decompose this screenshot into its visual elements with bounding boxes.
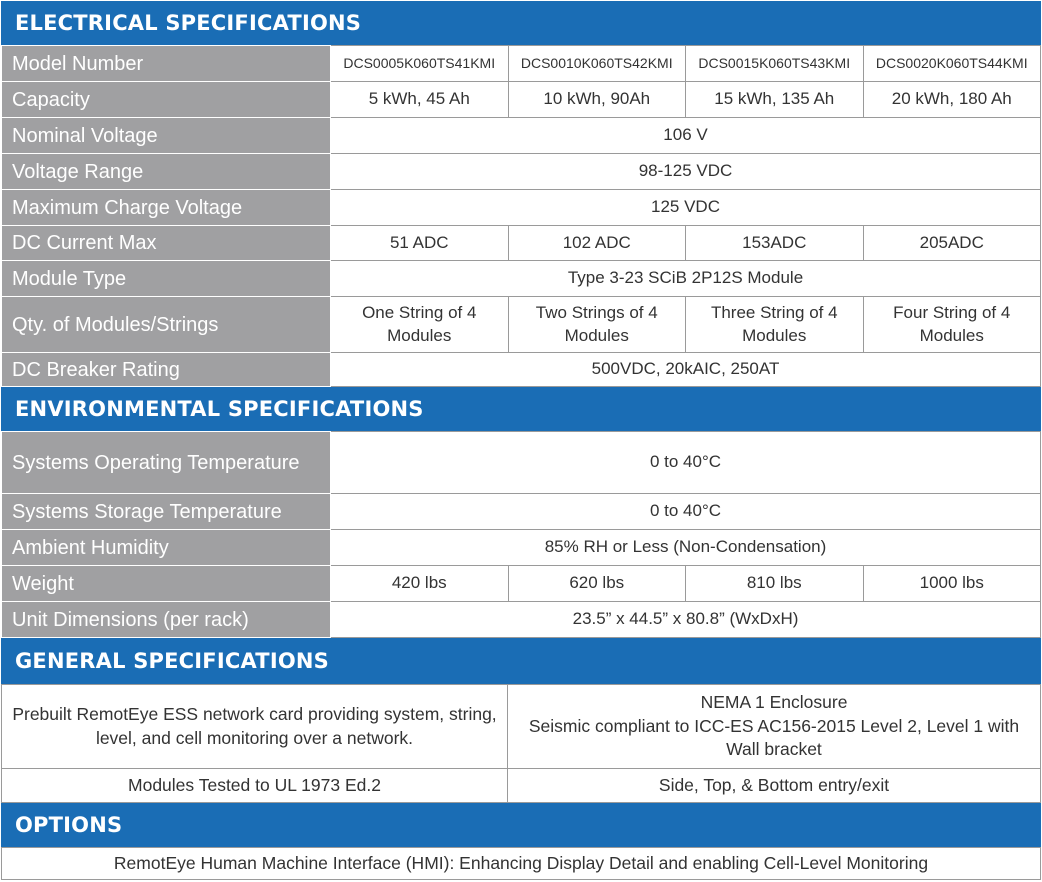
table-row	[2, 226, 1041, 261]
weight-cell: 420 lbs	[331, 566, 509, 602]
row-label-qty-modules: Qty. of Modules/Strings	[2, 297, 331, 353]
row-label-capacity: Capacity	[2, 82, 331, 118]
table-row	[2, 261, 1041, 297]
table-row	[2, 353, 1041, 387]
qty-modules-cell: One String of 4 Modules	[331, 297, 509, 353]
environmental-table	[1, 431, 1041, 638]
options-title: OPTIONS	[15, 813, 123, 837]
ul-test-text: Modules Tested to UL 1973 Ed.2	[2, 769, 508, 803]
table-row	[2, 494, 1041, 530]
dc-current-cell: 153ADC	[686, 226, 864, 261]
model-number-cell: DCS0020K060TS44KMI	[863, 46, 1041, 82]
options-table	[1, 847, 1041, 880]
operating-temp-value: 0 to 40°C	[331, 432, 1041, 494]
environmental-section-header	[1, 387, 1041, 431]
table-row	[2, 685, 1041, 769]
model-number-cell: DCS0005K060TS41KMI	[331, 46, 509, 82]
storage-temp-value: 0 to 40°C	[331, 494, 1041, 530]
options-section-header	[1, 803, 1041, 847]
table-row	[2, 190, 1041, 226]
row-label-storage-temp: Systems Storage Temperature	[2, 494, 331, 530]
nominal-voltage-value: 106 V	[331, 118, 1041, 154]
entry-text: Side, Top, & Bottom entry/exit	[508, 769, 1041, 803]
enclosure-line: NEMA 1 Enclosure	[700, 692, 848, 713]
dc-current-cell: 51 ADC	[331, 226, 509, 261]
model-number-cell: DCS0010K060TS42KMI	[508, 46, 686, 82]
row-label-model-number: Model Number	[2, 46, 331, 82]
qty-modules-cell: Two Strings of 4 Modules	[508, 297, 686, 353]
row-label-dc-current-max: DC Current Max	[2, 226, 331, 261]
weight-cell: 1000 lbs	[863, 566, 1041, 602]
seismic-line: Seismic compliant to ICC-ES AC156-2015 Level 2, Level 1 with Wall bracket	[528, 715, 1020, 760]
general-section-header	[1, 638, 1041, 684]
row-label-max-charge-voltage: Maximum Charge Voltage	[2, 190, 331, 226]
voltage-range-value: 98-125 VDC	[331, 154, 1041, 190]
environmental-title: ENVIRONMENTAL SPECIFICATIONS	[15, 397, 424, 421]
weight-cell: 810 lbs	[686, 566, 864, 602]
table-row	[2, 118, 1041, 154]
row-label-voltage-range: Voltage Range	[2, 154, 331, 190]
module-type-value: Type 3-23 SCiB 2P12S Module	[331, 261, 1041, 297]
row-label-operating-temp: Systems Operating Temperature	[2, 432, 331, 494]
table-row	[2, 154, 1041, 190]
capacity-cell: 15 kWh, 135 Ah	[686, 82, 864, 118]
table-row	[2, 297, 1041, 353]
general-title: GENERAL SPECIFICATIONS	[15, 649, 329, 673]
capacity-cell: 5 kWh, 45 Ah	[331, 82, 509, 118]
table-row	[2, 46, 1041, 82]
electrical-title: ELECTRICAL SPECIFICATIONS	[15, 11, 362, 35]
row-label-nominal-voltage: Nominal Voltage	[2, 118, 331, 154]
general-table	[1, 684, 1041, 803]
table-row	[2, 769, 1041, 803]
humidity-value: 85% RH or Less (Non-Condensation)	[331, 530, 1041, 566]
weight-cell: 620 lbs	[508, 566, 686, 602]
network-card-text: Prebuilt RemotEye ESS network card providing system, string, level, and cell monitoring over a network.	[2, 685, 508, 769]
capacity-cell: 20 kWh, 180 Ah	[863, 82, 1041, 118]
dc-current-cell: 205ADC	[863, 226, 1041, 261]
row-label-humidity: Ambient Humidity	[2, 530, 331, 566]
dc-current-cell: 102 ADC	[508, 226, 686, 261]
table-row	[2, 848, 1041, 880]
qty-modules-cell: Three String of 4 Modules	[686, 297, 864, 353]
table-row	[2, 432, 1041, 494]
electrical-section-header	[1, 1, 1041, 45]
table-row	[2, 602, 1041, 638]
table-row	[2, 82, 1041, 118]
model-number-cell: DCS0015K060TS43KMI	[686, 46, 864, 82]
electrical-table	[1, 45, 1041, 387]
dc-breaker-value: 500VDC, 20kAIC, 250AT	[331, 353, 1041, 387]
hmi-option-text: RemotEye Human Machine Interface (HMI): Enhancing Display Detail and enabling Cell-Level Monitoring	[2, 848, 1041, 880]
row-label-dc-breaker: DC Breaker Rating	[2, 353, 331, 387]
row-label-weight: Weight	[2, 566, 331, 602]
enclosure-cell	[508, 685, 1041, 769]
row-label-dimensions: Unit Dimensions (per rack)	[2, 602, 331, 638]
qty-modules-cell: Four String of 4 Modules	[863, 297, 1041, 353]
table-row	[2, 566, 1041, 602]
table-row	[2, 530, 1041, 566]
row-label-module-type: Module Type	[2, 261, 331, 297]
capacity-cell: 10 kWh, 90Ah	[508, 82, 686, 118]
dimensions-value: 23.5” x 44.5” x 80.8” (WxDxH)	[331, 602, 1041, 638]
max-charge-voltage-value: 125 VDC	[331, 190, 1041, 226]
spec-sheet	[1, 1, 1041, 880]
